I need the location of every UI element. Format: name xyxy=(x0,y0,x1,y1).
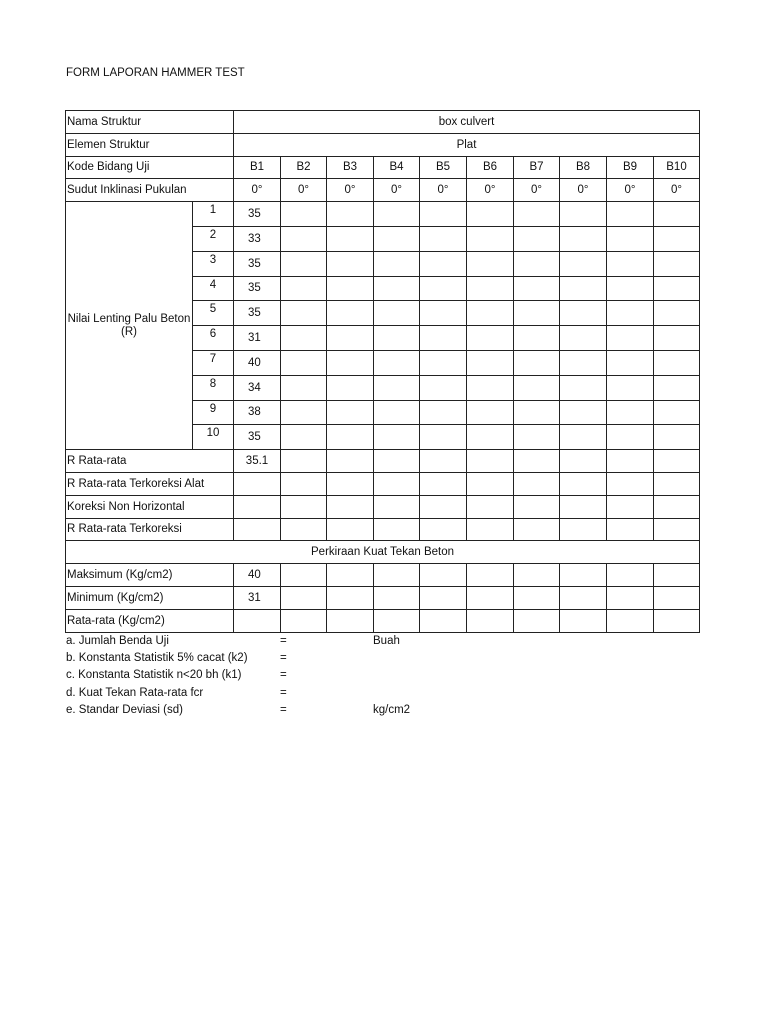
reading-cell[interactable] xyxy=(281,251,327,276)
reading-b1[interactable]: 35 xyxy=(234,301,281,326)
reading-cell[interactable] xyxy=(467,301,514,326)
reading-cell[interactable] xyxy=(327,326,374,351)
summary-label: a. Jumlah Benda Uji xyxy=(66,635,169,647)
reading-cell[interactable] xyxy=(420,226,467,251)
reading-b1[interactable]: 40 xyxy=(234,350,281,375)
reading-cell[interactable] xyxy=(514,301,560,326)
correction-cell[interactable] xyxy=(234,495,281,518)
strength-cell[interactable] xyxy=(607,586,654,609)
label-nama-struktur: Nama Struktur xyxy=(66,111,234,134)
r-rata-b1[interactable]: 35.1 xyxy=(234,450,281,473)
r-rata-cell[interactable] xyxy=(467,450,514,473)
reading-cell[interactable] xyxy=(281,425,327,450)
angle-cell[interactable]: 0° xyxy=(654,179,700,202)
correction-cell[interactable] xyxy=(607,518,654,541)
reading-cell[interactable] xyxy=(607,202,654,227)
reading-cell[interactable] xyxy=(374,276,420,301)
label-minimum: Minimum (Kg/cm2) xyxy=(66,586,234,609)
reading-cell[interactable] xyxy=(654,301,700,326)
reading-cell[interactable] xyxy=(467,400,514,425)
summary-equals: = xyxy=(280,652,287,665)
reading-cell[interactable] xyxy=(327,276,374,301)
reading-cell[interactable] xyxy=(514,326,560,351)
reading-cell[interactable] xyxy=(374,251,420,276)
reading-cell[interactable] xyxy=(467,276,514,301)
reading-cell[interactable] xyxy=(467,375,514,400)
correction-cell[interactable] xyxy=(560,518,607,541)
reading-cell[interactable] xyxy=(514,350,560,375)
reading-cell[interactable] xyxy=(420,350,467,375)
code-cell: B10 xyxy=(654,156,700,179)
r-rata-cell[interactable] xyxy=(560,450,607,473)
reading-cell[interactable] xyxy=(607,326,654,351)
reading-cell[interactable] xyxy=(420,301,467,326)
table-row xyxy=(66,495,700,518)
reading-number: 4 xyxy=(193,276,234,301)
reading-cell[interactable] xyxy=(607,425,654,450)
reading-cell[interactable] xyxy=(514,202,560,227)
reading-cell[interactable] xyxy=(514,425,560,450)
table-row xyxy=(66,472,700,495)
strength-cell[interactable] xyxy=(374,586,420,609)
reading-number: 5 xyxy=(193,301,234,326)
reading-cell[interactable] xyxy=(420,276,467,301)
label-r-rata-terkoreksi: R Rata-rata Terkoreksi xyxy=(66,518,234,541)
strength-cell[interactable] xyxy=(654,564,700,587)
reading-number: 10 xyxy=(193,425,234,450)
label-rata-rata: Rata-rata (Kg/cm2) xyxy=(66,609,234,632)
reading-number: 3 xyxy=(193,251,234,276)
correction-cell[interactable] xyxy=(374,495,420,518)
reading-cell[interactable] xyxy=(374,350,420,375)
correction-cell[interactable] xyxy=(514,472,560,495)
strength-cell[interactable] xyxy=(607,564,654,587)
reading-cell[interactable] xyxy=(281,350,327,375)
correction-cell[interactable] xyxy=(607,472,654,495)
table-row xyxy=(66,111,700,134)
angle-cell[interactable]: 0° xyxy=(560,179,607,202)
reading-cell[interactable] xyxy=(327,226,374,251)
correction-cell[interactable] xyxy=(234,518,281,541)
code-cell: B5 xyxy=(420,156,467,179)
reading-cell[interactable] xyxy=(560,276,607,301)
summary-unit: Buah xyxy=(373,635,400,647)
reading-cell[interactable] xyxy=(281,375,327,400)
reading-cell[interactable] xyxy=(560,350,607,375)
reading-cell[interactable] xyxy=(654,326,700,351)
reading-cell[interactable] xyxy=(607,251,654,276)
reading-cell[interactable] xyxy=(281,400,327,425)
reading-cell[interactable] xyxy=(327,350,374,375)
reading-cell[interactable] xyxy=(420,326,467,351)
angle-cell[interactable]: 0° xyxy=(374,179,420,202)
strength-cell[interactable] xyxy=(374,564,420,587)
summary-row xyxy=(66,635,566,652)
reading-number: 1 xyxy=(193,202,234,227)
correction-cell[interactable] xyxy=(467,472,514,495)
label-r-rata-alat: R Rata-rata Terkoreksi Alat xyxy=(66,472,234,495)
code-cell: B6 xyxy=(467,156,514,179)
angle-cell[interactable]: 0° xyxy=(234,179,281,202)
summary-section xyxy=(66,635,566,721)
r-rata-cell[interactable] xyxy=(420,450,467,473)
strength-cell[interactable] xyxy=(420,564,467,587)
summary-equals: = xyxy=(280,686,287,699)
r-rata-cell[interactable] xyxy=(281,450,327,473)
summary-row xyxy=(66,669,566,686)
reading-cell[interactable] xyxy=(654,276,700,301)
strength-cell[interactable] xyxy=(467,609,514,632)
summary-label: d. Kuat Tekan Rata-rata fcr xyxy=(66,686,204,699)
strength-cell[interactable] xyxy=(420,586,467,609)
strength-cell[interactable] xyxy=(374,609,420,632)
reading-b1[interactable]: 33 xyxy=(234,226,281,251)
correction-cell[interactable] xyxy=(420,495,467,518)
strength-cell[interactable] xyxy=(654,586,700,609)
code-cell: B3 xyxy=(327,156,374,179)
correction-cell[interactable] xyxy=(281,518,327,541)
r-rata-cell[interactable] xyxy=(374,450,420,473)
strength-b1[interactable]: 40 xyxy=(234,564,281,587)
reading-cell[interactable] xyxy=(420,251,467,276)
reading-cell[interactable] xyxy=(514,226,560,251)
strength-cell[interactable] xyxy=(327,586,374,609)
correction-cell[interactable] xyxy=(654,472,700,495)
reading-cell[interactable] xyxy=(467,226,514,251)
reading-cell[interactable] xyxy=(654,226,700,251)
reading-cell[interactable] xyxy=(654,251,700,276)
reading-cell[interactable] xyxy=(560,202,607,227)
table-row xyxy=(66,202,700,227)
reading-cell[interactable] xyxy=(281,226,327,251)
strength-b1[interactable] xyxy=(234,609,281,632)
reading-cell[interactable] xyxy=(607,276,654,301)
r-rata-cell[interactable] xyxy=(654,450,700,473)
angle-cell[interactable]: 0° xyxy=(420,179,467,202)
strength-cell[interactable] xyxy=(420,609,467,632)
strength-cell[interactable] xyxy=(514,564,560,587)
table-row xyxy=(66,179,700,202)
strength-cell[interactable] xyxy=(560,564,607,587)
section-perkiraan-kuat-tekan: Perkiraan Kuat Tekan Beton xyxy=(66,541,700,564)
strength-cell[interactable] xyxy=(467,586,514,609)
r-rata-cell[interactable] xyxy=(514,450,560,473)
summary-label: e. Standar Deviasi (sd) xyxy=(66,703,183,716)
label-nilai-lenting: Nilai Lenting Palu Beton (R) xyxy=(66,202,193,450)
strength-cell[interactable] xyxy=(281,609,327,632)
reading-cell[interactable] xyxy=(374,226,420,251)
reading-cell[interactable] xyxy=(514,251,560,276)
code-cell: B8 xyxy=(560,156,607,179)
reading-cell[interactable] xyxy=(654,350,700,375)
correction-cell[interactable] xyxy=(234,472,281,495)
angle-cell[interactable]: 0° xyxy=(607,179,654,202)
strength-cell[interactable] xyxy=(560,609,607,632)
code-cell: B9 xyxy=(607,156,654,179)
table-row xyxy=(66,564,700,587)
table-row xyxy=(66,586,700,609)
reading-b1[interactable]: 35 xyxy=(234,276,281,301)
reading-cell[interactable] xyxy=(327,202,374,227)
code-cell: B1 xyxy=(234,156,281,179)
reading-cell[interactable] xyxy=(560,375,607,400)
code-cell: B4 xyxy=(374,156,420,179)
reading-b1[interactable]: 35 xyxy=(234,251,281,276)
reading-cell[interactable] xyxy=(374,400,420,425)
reading-number: 8 xyxy=(193,375,234,400)
reading-cell[interactable] xyxy=(607,226,654,251)
code-cell: B7 xyxy=(514,156,560,179)
reading-cell[interactable] xyxy=(327,301,374,326)
reading-b1[interactable]: 38 xyxy=(234,400,281,425)
reading-cell[interactable] xyxy=(654,425,700,450)
summary-equals: = xyxy=(280,669,287,682)
reading-cell[interactable] xyxy=(281,326,327,351)
summary-equals: = xyxy=(280,703,287,716)
correction-cell[interactable] xyxy=(560,472,607,495)
reading-cell[interactable] xyxy=(374,301,420,326)
reading-cell[interactable] xyxy=(374,375,420,400)
label-kode-bidang-uji: Kode Bidang Uji xyxy=(66,156,234,179)
reading-cell[interactable] xyxy=(281,276,327,301)
correction-cell[interactable] xyxy=(607,495,654,518)
reading-cell[interactable] xyxy=(654,202,700,227)
reading-b1[interactable]: 35 xyxy=(234,425,281,450)
correction-cell[interactable] xyxy=(327,472,374,495)
reading-cell[interactable] xyxy=(514,375,560,400)
strength-cell[interactable] xyxy=(281,586,327,609)
value-elemen-struktur[interactable]: Plat xyxy=(234,133,700,156)
reading-cell[interactable] xyxy=(281,301,327,326)
angle-cell[interactable]: 0° xyxy=(327,179,374,202)
label-maksimum: Maksimum (Kg/cm2) xyxy=(66,564,234,587)
correction-cell[interactable] xyxy=(281,495,327,518)
reading-cell[interactable] xyxy=(607,400,654,425)
summary-label: c. Konstanta Statistik n<20 bh (k1) xyxy=(66,669,242,682)
table-row xyxy=(66,541,700,564)
reading-cell[interactable] xyxy=(654,375,700,400)
strength-cell[interactable] xyxy=(654,609,700,632)
correction-cell[interactable] xyxy=(467,495,514,518)
reading-cell[interactable] xyxy=(467,202,514,227)
correction-cell[interactable] xyxy=(327,495,374,518)
reading-b1[interactable]: 35 xyxy=(234,202,281,227)
summary-row xyxy=(66,687,566,704)
strength-b1[interactable]: 31 xyxy=(234,586,281,609)
reading-cell[interactable] xyxy=(374,425,420,450)
form-title: FORM LAPORAN HAMMER TEST xyxy=(66,67,245,79)
correction-cell[interactable] xyxy=(281,472,327,495)
summary-row xyxy=(66,652,566,669)
reading-cell[interactable] xyxy=(514,400,560,425)
summary-label: b. Konstanta Statistik 5% cacat (k2) xyxy=(66,652,248,665)
reading-cell[interactable] xyxy=(374,326,420,351)
reading-cell[interactable] xyxy=(560,400,607,425)
correction-cell[interactable] xyxy=(654,518,700,541)
table-row xyxy=(66,609,700,632)
hammer-test-table xyxy=(65,110,700,633)
reading-cell[interactable] xyxy=(607,350,654,375)
code-cell: B2 xyxy=(281,156,327,179)
value-nama-struktur[interactable]: box culvert xyxy=(234,111,700,134)
reading-cell[interactable] xyxy=(281,202,327,227)
label-r-rata: R Rata-rata xyxy=(66,450,234,473)
correction-cell[interactable] xyxy=(374,518,420,541)
reading-cell[interactable] xyxy=(654,400,700,425)
reading-cell[interactable] xyxy=(514,276,560,301)
label-elemen-struktur: Elemen Struktur xyxy=(66,133,234,156)
strength-cell[interactable] xyxy=(327,564,374,587)
reading-number: 7 xyxy=(193,350,234,375)
summary-row xyxy=(66,704,566,721)
reading-cell[interactable] xyxy=(420,202,467,227)
r-rata-cell[interactable] xyxy=(607,450,654,473)
angle-cell[interactable]: 0° xyxy=(514,179,560,202)
reading-number: 6 xyxy=(193,326,234,351)
reading-cell[interactable] xyxy=(560,226,607,251)
reading-cell[interactable] xyxy=(467,350,514,375)
reading-number: 2 xyxy=(193,226,234,251)
strength-cell[interactable] xyxy=(560,586,607,609)
reading-cell[interactable] xyxy=(420,425,467,450)
reading-cell[interactable] xyxy=(467,326,514,351)
label-koreksi-non-horizontal: Koreksi Non Horizontal xyxy=(66,495,234,518)
reading-cell[interactable] xyxy=(467,251,514,276)
summary-unit: kg/cm2 xyxy=(373,703,411,716)
correction-cell[interactable] xyxy=(514,518,560,541)
label-sudut-inklinasi: Sudut Inklinasi Pukulan xyxy=(66,179,234,202)
strength-cell[interactable] xyxy=(514,586,560,609)
angle-cell[interactable]: 0° xyxy=(281,179,327,202)
strength-cell[interactable] xyxy=(281,564,327,587)
reading-b1[interactable]: 31 xyxy=(234,326,281,351)
reading-cell[interactable] xyxy=(327,251,374,276)
reading-cell[interactable] xyxy=(420,375,467,400)
reading-cell[interactable] xyxy=(327,400,374,425)
reading-cell[interactable] xyxy=(607,375,654,400)
correction-cell[interactable] xyxy=(374,472,420,495)
strength-cell[interactable] xyxy=(467,564,514,587)
correction-cell[interactable] xyxy=(514,495,560,518)
reading-cell[interactable] xyxy=(374,202,420,227)
table-row xyxy=(66,156,700,179)
reading-cell[interactable] xyxy=(560,251,607,276)
correction-cell[interactable] xyxy=(560,495,607,518)
reading-cell[interactable] xyxy=(327,425,374,450)
summary-equals: = xyxy=(280,635,287,647)
correction-cell[interactable] xyxy=(327,518,374,541)
correction-cell[interactable] xyxy=(467,518,514,541)
r-rata-cell[interactable] xyxy=(327,450,374,473)
reading-cell[interactable] xyxy=(560,301,607,326)
reading-b1[interactable]: 34 xyxy=(234,375,281,400)
strength-cell[interactable] xyxy=(514,609,560,632)
reading-cell[interactable] xyxy=(560,425,607,450)
strength-cell[interactable] xyxy=(327,609,374,632)
reading-cell[interactable] xyxy=(420,400,467,425)
reading-number: 9 xyxy=(193,400,234,425)
correction-cell[interactable] xyxy=(654,495,700,518)
reading-cell[interactable] xyxy=(607,301,654,326)
reading-cell[interactable] xyxy=(327,375,374,400)
table-row xyxy=(66,518,700,541)
table-row xyxy=(66,133,700,156)
correction-cell[interactable] xyxy=(420,518,467,541)
angle-cell[interactable]: 0° xyxy=(467,179,514,202)
reading-cell[interactable] xyxy=(560,326,607,351)
reading-cell[interactable] xyxy=(467,425,514,450)
strength-cell[interactable] xyxy=(607,609,654,632)
table-row xyxy=(66,450,700,473)
correction-cell[interactable] xyxy=(420,472,467,495)
